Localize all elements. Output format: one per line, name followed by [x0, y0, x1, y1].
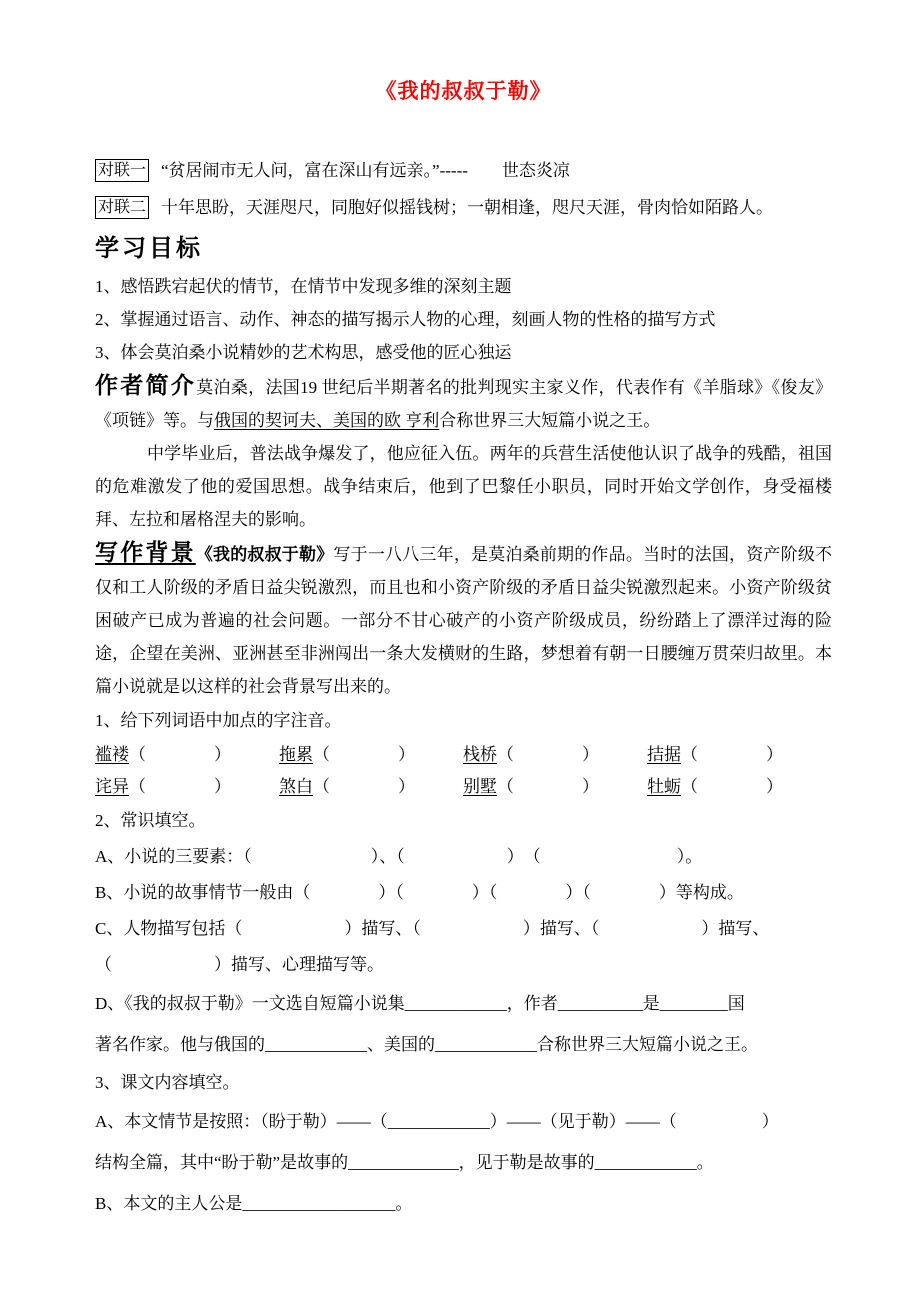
q2-item-d-line1: D、《我的叔叔于勒》一文选自短篇小说集____________，作者__________是________国 [95, 994, 745, 1013]
author-underlined-names: 俄国的契诃夫、美国的欧 亨利 [214, 411, 440, 430]
goal-item-3: 3、体会莫泊桑小说精妙的艺术构思，感受他的匠心独运 [95, 343, 512, 362]
pinyin-row-2 [95, 771, 832, 803]
section-heading-author: 作者简介 [95, 373, 197, 398]
pinyin-word: 栈桥 [463, 745, 497, 764]
pinyin-row-1 [95, 739, 832, 771]
pinyin-blank: （ ） [129, 777, 231, 796]
q2-item-d-line2: 著名作家。他与俄国的____________、美国的____________合称世界三大短篇小说之王。 [95, 1035, 758, 1054]
couplet-row-2 [95, 189, 832, 226]
q2-item-c-line1: C、人物描写包括（ ）描写、（ ）描写、（ ）描写、 [95, 919, 770, 938]
background-text: 写于一八八三年，是莫泊桑前期的作品。当时的法国，资产阶级不仅和工人阶级的矛盾日益尖锐激烈，而且也和小资产阶级的矛盾日益尖锐激烈起来。小资产阶级贫困破产已成为普遍的社会问题。一部分不甘心破产的小资产阶级成员，纷纷踏上了漂洋过海的险途，企望在美洲、亚洲甚至非洲闯出一条大发横财的生路，梦想着有朝一日腰缠万贯荣归故里。本篇小说就是以这样的社会背景写出来的。 [95, 545, 833, 696]
author-text-cont: 合称世界三大短篇小说之王。 [439, 411, 661, 430]
q2-item-a: A、小说的三要素：（ ）、（ ） （ ）。 [95, 847, 703, 866]
pinyin-item [95, 771, 279, 803]
q1-label: 1、给下列词语中加点的字注音。 [95, 711, 342, 730]
pinyin-item [279, 771, 463, 803]
pinyin-word: 煞白 [279, 777, 313, 796]
q3-item-a-line1: A、本文情节是按照：（盼于勒）——（____________）——（见于勒）——（ ） [95, 1112, 779, 1131]
pinyin-blank: （ ） [313, 777, 415, 796]
couplet-two-text: 十年思盼，天涯咫尺，同胞好似摇钱树；一朝相逢，咫尺天涯，骨肉恰如陌路人。 [161, 198, 774, 217]
pinyin-item [95, 739, 279, 771]
pinyin-item [647, 771, 783, 803]
pinyin-blank: （ ） [313, 745, 415, 764]
author-intro-paragraph [95, 369, 832, 437]
pinyin-blank: （ ） [497, 745, 599, 764]
goal-item-2: 2、掌握通过语言、动作、神态的描写揭示人物的心理，刻画人物的性格的描写方式 [95, 310, 716, 329]
section-heading-background: 写作背景 [95, 540, 196, 565]
pinyin-item [647, 739, 783, 771]
pinyin-word: 拖累 [279, 745, 313, 764]
pinyin-word: 褴褛 [95, 745, 129, 764]
pinyin-blank: （ ） [497, 777, 599, 796]
couplet-row-1 [95, 152, 832, 189]
q2-label: 2、常识填空。 [95, 811, 206, 830]
pinyin-item [463, 771, 647, 803]
pinyin-blank: （ ） [681, 777, 783, 796]
pinyin-word: 别墅 [463, 777, 497, 796]
couplet-one-label: 对联一 [95, 159, 149, 182]
pinyin-word: 拮据 [647, 745, 681, 764]
background-paragraph [95, 536, 832, 703]
couplet-two-label: 对联二 [95, 196, 149, 219]
section-heading-goals: 学习目标 [95, 236, 203, 262]
pinyin-item [463, 739, 647, 771]
author-text: 莫泊桑，法国19 世纪后半期著名的批判现实主家义作，代表作有《羊脂球》《俊友》《项链》等。与 [95, 378, 833, 430]
pinyin-blank: （ ） [129, 745, 231, 764]
author-bio-paragraph: 中学毕业后，普法战争爆发了，他应征入伍。两年的兵营生活使他认识了战争的残酷，祖国的危难激发了他的爱国思想。战争结束后，他到了巴黎任小职员，同时开始文学创作，身受福楼拜、左拉和屠格涅夫的影响。 [95, 444, 832, 529]
pinyin-word: 牡蛎 [647, 777, 681, 796]
pinyin-word: 诧异 [95, 777, 129, 796]
couplet-one-text: “贫居闹市无人问，富在深山有远亲。”----- 世态炎凉 [161, 161, 570, 180]
pinyin-blank: （ ） [681, 745, 783, 764]
q3-item-b: B、本文的主人公是__________________。 [95, 1194, 413, 1213]
goal-item-1: 1、感悟跌宕起伏的情节，在情节中发现多维的深刻主题 [95, 277, 512, 296]
q3-label: 3、课文内容填空。 [95, 1073, 240, 1092]
q2-item-c-line2: （ ）描写、心理描写等。 [95, 955, 384, 974]
q3-item-a-line2: 结构全篇，其中“盼于勒”是故事的_____________，见于勒是故事的____________。 [95, 1153, 714, 1172]
background-book-title: 《我的叔叔于勒》 [195, 545, 334, 564]
q2-item-b: B、小说的故事情节一般由（ ）（ ）（ ）（ ）等构成。 [95, 883, 744, 902]
pinyin-item [279, 739, 463, 771]
page-title: 《我的叔叔于勒》 [375, 79, 552, 103]
